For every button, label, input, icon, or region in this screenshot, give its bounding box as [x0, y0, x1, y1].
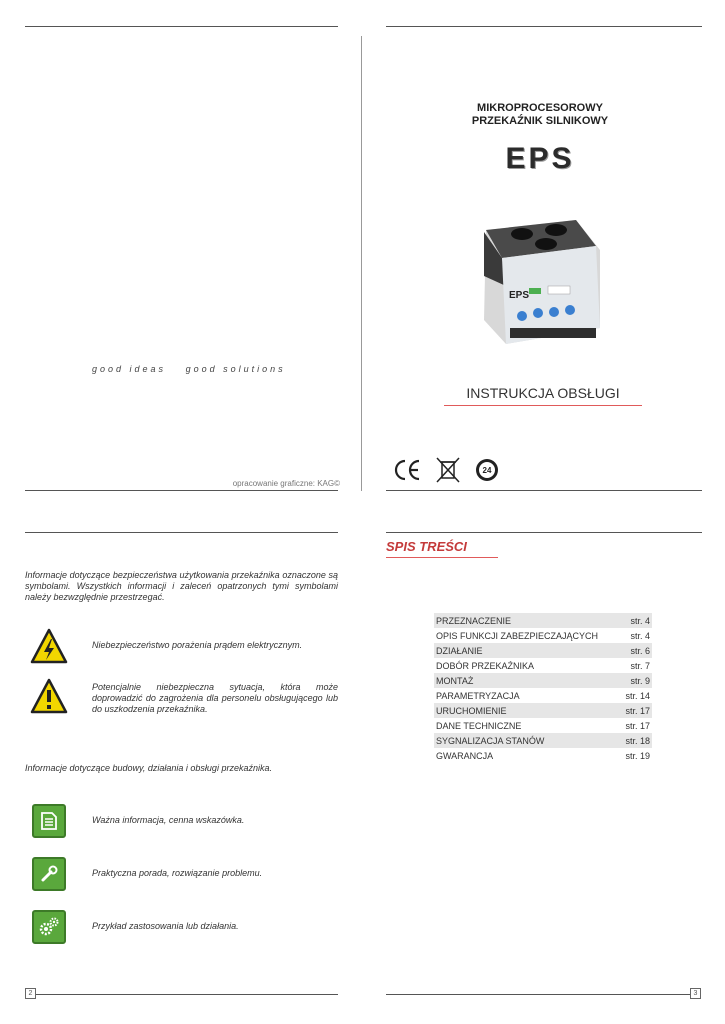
info-intro: Informacje dotyczące budowy, działania i obsługi przekaźnika. [25, 763, 272, 773]
toc-title: PARAMETRYZACJA [436, 690, 520, 701]
toc-row[interactable] [434, 703, 652, 718]
page-number-left: 2 [25, 988, 36, 999]
toc-row[interactable] [434, 688, 652, 703]
general-warning-icon [30, 678, 68, 714]
subtitle-line-1: MIKROPROCESOROWY [477, 102, 603, 114]
toc-row[interactable] [434, 673, 652, 688]
tip-icon-box [32, 857, 66, 891]
tagline [92, 364, 286, 374]
document-note-icon [39, 811, 59, 831]
warranty-24-badge-icon [475, 458, 499, 482]
electric-hazard-icon [30, 628, 68, 664]
device-label: EPS [509, 290, 530, 301]
toc-heading: SPIS TREŚCI [386, 539, 467, 554]
toc-page: str. 4 [620, 613, 652, 628]
toc-page: str. 18 [620, 733, 652, 748]
toc-page: str. 19 [625, 750, 650, 761]
symbols-rule [386, 490, 702, 491]
bottom-right-top-rule [386, 532, 702, 533]
toc-title: GWARANCJA [436, 750, 494, 761]
toc-row[interactable] [434, 613, 652, 628]
info-example-text: Przykład zastosowania lub działania. [92, 921, 239, 931]
footer-right-rule [386, 994, 690, 995]
top-left-rule [25, 26, 338, 27]
toc-page: str. 7 [630, 660, 650, 671]
center-fold-line [361, 36, 362, 491]
toc-row[interactable] [434, 748, 652, 763]
toc-page: str. 4 [630, 630, 650, 641]
toc-row[interactable] [434, 628, 652, 643]
warning-electric-text: Niebezpieczeństwo porażenia prądem elektrycznym. [92, 640, 303, 650]
top-right-rule [386, 26, 702, 27]
toc-title: MONTAŻ [434, 673, 620, 688]
tagline-part-1: good ideas [92, 364, 167, 374]
toc-title: DOBÓR PRZEKAŹNIKA [436, 660, 535, 671]
toc-row[interactable] [434, 643, 652, 658]
manual-title-underline [444, 405, 642, 406]
toc-title: SYGNALIZACJA STANÓW [434, 733, 620, 748]
toc-page: str. 17 [620, 703, 652, 718]
toc-title: DANE TECHNICZNE [436, 720, 522, 731]
credit-rule [25, 490, 338, 491]
product-photo [476, 216, 606, 348]
manual-title: INSTRUKCJA OBSŁUGI [466, 385, 620, 401]
footer-left-rule [36, 994, 338, 995]
bottom-left-top-rule [25, 532, 338, 533]
toc-title: URUCHOMIENIE [434, 703, 620, 718]
product-title: EPS [505, 142, 575, 175]
gears-icon [38, 916, 60, 938]
toc-page: str. 6 [620, 643, 652, 658]
tagline-part-2: good solutions [185, 364, 286, 374]
toc-page: str. 17 [625, 720, 650, 731]
graphic-credit: opracowanie graficzne: KAG© [232, 479, 340, 488]
toc-title: OPIS FUNKCJI ZABEZPIECZAJĄCYCH [436, 630, 599, 641]
toc-row[interactable] [434, 718, 652, 733]
subtitle-line-2: PRZEKAŹNIK SILNIKOWY [471, 115, 609, 127]
weee-crossed-bin-icon [435, 456, 461, 484]
warning-general-text: Potencjalnie niebezpieczna sytuacja, która może doprowadzić do zagrożenia dla personelu obsługującego lub do uszkodzenia przekaźnika. [92, 682, 338, 714]
wrench-icon [39, 864, 59, 884]
info-note-text: Ważna informacja, cenna wskazówka. [92, 815, 245, 825]
badge-24-text: 24 [482, 466, 492, 475]
page-number-right: 3 [690, 988, 701, 999]
toc-title: DZIAŁANIE [434, 643, 620, 658]
table-of-contents [434, 613, 652, 763]
cover-subtitle [440, 102, 640, 128]
certification-symbols [393, 456, 499, 484]
toc-row[interactable] [434, 733, 652, 748]
safety-intro: Informacje dotyczące bezpieczeństwa użytkowania przekaźnika oznaczone są symbolami. Wszystkich informacji i zaleceń opatrzonych tymi symbolami należy bezwzględnie przestrzegać. [25, 570, 338, 602]
toc-row[interactable] [434, 658, 652, 673]
toc-title: PRZEZNACZENIE [434, 613, 620, 628]
info-tip-text: Praktyczna porada, rozwiązanie problemu. [92, 868, 263, 878]
toc-heading-underline [386, 557, 498, 558]
example-icon-box [32, 910, 66, 944]
toc-page: str. 14 [625, 690, 650, 701]
ce-mark-icon [393, 459, 421, 481]
toc-page: str. 9 [620, 673, 652, 688]
note-icon-box [32, 804, 66, 838]
